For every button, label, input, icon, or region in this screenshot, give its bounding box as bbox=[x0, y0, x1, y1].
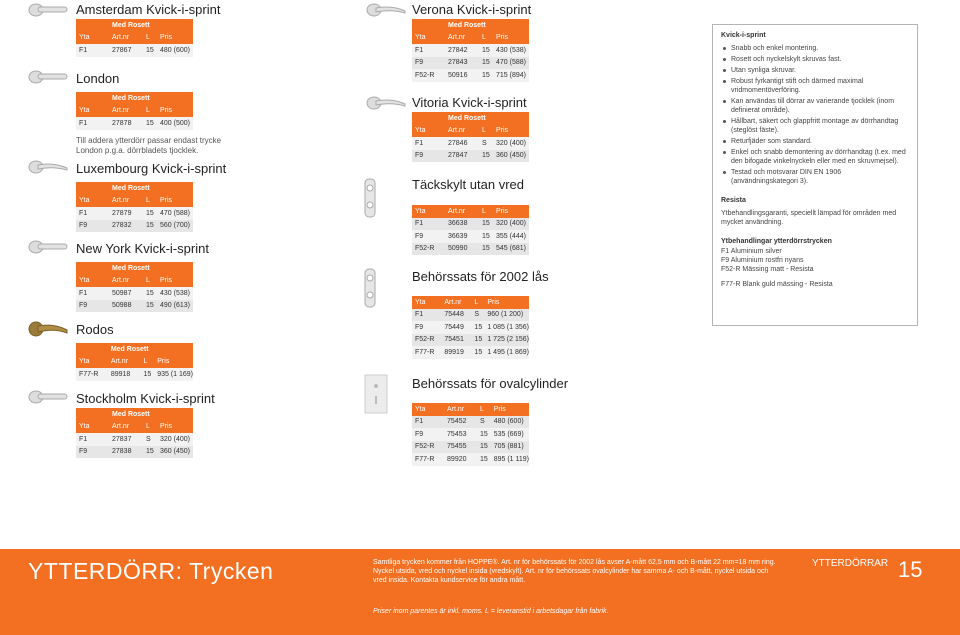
table-row bbox=[412, 150, 529, 163]
cell-l: 15 bbox=[479, 230, 493, 243]
ytbehandling-line: F9 Aluminium rostfri nyans bbox=[721, 257, 804, 264]
cell-yta: F1 bbox=[76, 44, 109, 57]
col-pris: Pris bbox=[493, 125, 529, 138]
footer-band bbox=[0, 549, 960, 635]
price-table bbox=[76, 182, 193, 232]
cell-pris: 480 (600) bbox=[157, 44, 193, 57]
table-row bbox=[76, 287, 193, 300]
cell-pris: 535 (669) bbox=[491, 428, 529, 441]
cell-yta: F77-R bbox=[412, 453, 444, 466]
table-row bbox=[76, 300, 193, 313]
table-row bbox=[412, 137, 529, 150]
col-l: L bbox=[479, 125, 493, 138]
cell-yta: F1 bbox=[412, 416, 444, 429]
section-title: Rodos bbox=[76, 322, 114, 337]
info-bullet: Enkel och snabb demontering av dörrhandtag (t.ex. med den bifogade vinkelnyckeln eller med en skruvmejsel). bbox=[721, 148, 909, 166]
cell-l: 15 bbox=[143, 287, 157, 300]
price-table bbox=[412, 19, 529, 82]
section-title: Stockholm Kvick-i-sprint bbox=[76, 391, 215, 406]
col-artnr: Art.nr bbox=[445, 32, 479, 45]
cell-artnr: 36638 bbox=[445, 218, 479, 231]
tackskylt-section bbox=[412, 177, 529, 255]
table-row bbox=[76, 117, 193, 130]
table-header-top bbox=[412, 19, 529, 32]
section-note: Till addera ytterdörr passar endast trycke London p.g.a. dörrbladets tjocklek. bbox=[76, 135, 222, 155]
cell-pris: 320 (400) bbox=[493, 137, 529, 150]
col-pris: Pris bbox=[157, 195, 193, 208]
table-row bbox=[412, 57, 529, 70]
cell-pris: 1 085 (1 356) bbox=[484, 321, 529, 334]
table-header-top bbox=[76, 92, 193, 105]
cell-yta: F1 bbox=[76, 207, 109, 220]
behorssats-oval-section bbox=[412, 376, 568, 466]
info-box bbox=[712, 24, 918, 326]
col-artnr: Art.nr bbox=[445, 205, 479, 218]
cell-pris: 470 (588) bbox=[157, 207, 193, 220]
cell-l: 15 bbox=[479, 150, 493, 163]
cell-yta: F52-R bbox=[412, 243, 445, 256]
col-l: L bbox=[143, 105, 157, 118]
cell-artnr: 75453 bbox=[444, 428, 477, 441]
cell-yta: F1 bbox=[76, 287, 109, 300]
col-artnr: Art.nr bbox=[109, 195, 143, 208]
cell-artnr: 27838 bbox=[109, 446, 143, 459]
table-row bbox=[412, 334, 529, 347]
table-header-top bbox=[76, 19, 193, 32]
header-rosett: Med Rosett bbox=[109, 262, 193, 275]
info-bullet: Returfjäder som standard. bbox=[721, 137, 909, 146]
col-pris: Pris bbox=[154, 356, 193, 369]
table-header bbox=[412, 125, 529, 138]
resista-text: Ytbehandlingsgaranti, speciellt lämpad för områden med mycket användning. bbox=[721, 210, 897, 226]
ytbehandling-title: Ytbehandlingar ytterdörrstrycken bbox=[721, 238, 832, 245]
cell-l: 15 bbox=[479, 44, 493, 57]
behorssats-2002-section bbox=[412, 269, 549, 359]
cell-yta: F9 bbox=[412, 321, 441, 334]
header-rosett: Med Rosett bbox=[445, 19, 529, 32]
col-l: L bbox=[479, 32, 493, 45]
col-l: L bbox=[143, 275, 157, 288]
table-row bbox=[76, 207, 193, 220]
newyork-handle-image bbox=[28, 240, 68, 254]
cell-pris: 355 (444) bbox=[493, 230, 529, 243]
col-yta: Yta bbox=[76, 421, 109, 434]
verona-handle-image bbox=[366, 3, 406, 17]
amsterdam-handle-image bbox=[28, 3, 68, 17]
cell-artnr: 27879 bbox=[109, 207, 143, 220]
table-row bbox=[412, 453, 529, 466]
section-title: Behörssats för ovalcylinder bbox=[412, 376, 569, 391]
cell-l: 15 bbox=[479, 218, 493, 231]
col-artnr: Art.nr bbox=[445, 125, 479, 138]
cell-yta: F52-R bbox=[412, 69, 445, 82]
section-title: Luxembourg Kvick-i-sprint bbox=[76, 161, 227, 176]
col-artnr: Art.nr bbox=[441, 296, 471, 309]
table-header-top bbox=[76, 408, 193, 421]
cell-yta: F9 bbox=[412, 150, 445, 163]
cell-pris: 320 (400) bbox=[493, 218, 529, 231]
cell-l: 15 bbox=[471, 346, 484, 359]
cell-pris: 430 (538) bbox=[493, 44, 529, 57]
header-rosett: Med Rosett bbox=[109, 19, 193, 32]
cell-artnr: 50987 bbox=[109, 287, 143, 300]
london-handle-image bbox=[28, 70, 68, 84]
cell-yta: F1 bbox=[412, 218, 445, 231]
col-yta: Yta bbox=[76, 32, 109, 45]
cell-pris: 715 (894) bbox=[493, 69, 529, 82]
col-l: L bbox=[477, 403, 491, 416]
cell-yta: F77-R bbox=[412, 346, 441, 359]
cell-artnr: 50916 bbox=[445, 69, 479, 82]
col-pris: Pris bbox=[157, 32, 193, 45]
cell-l: 15 bbox=[471, 334, 484, 347]
cell-l: 15 bbox=[143, 446, 157, 459]
col-pris: Pris bbox=[157, 105, 193, 118]
amsterdam-section bbox=[76, 2, 220, 57]
info-bullet: Kan användas till dörrar av varierande tjocklek (inom definierat område). bbox=[721, 97, 909, 115]
rodos-handle-image bbox=[28, 321, 68, 337]
section-title: Amsterdam Kvick-i-sprint bbox=[76, 2, 221, 17]
cell-yta: F9 bbox=[76, 220, 109, 233]
header-rosett: Med Rosett bbox=[109, 182, 193, 195]
cell-pris: 1 725 (2 156) bbox=[484, 334, 529, 347]
info-bullet: Robust fyrkantigt stift och därmed maximal vridmomentöverföring. bbox=[721, 77, 909, 95]
category-label: YTTERDÖRRAR bbox=[812, 558, 889, 569]
table-row bbox=[412, 428, 529, 441]
col-l: L bbox=[143, 421, 157, 434]
col-yta: Yta bbox=[412, 296, 441, 309]
cell-pris: 490 (613) bbox=[157, 300, 193, 313]
table-row bbox=[412, 218, 529, 231]
cell-pris: 320 (400) bbox=[157, 433, 193, 446]
cell-l: 15 bbox=[143, 207, 157, 220]
table-row bbox=[76, 446, 193, 459]
cell-l: 15 bbox=[143, 300, 157, 313]
table-row bbox=[412, 346, 529, 359]
col-l: L bbox=[471, 296, 484, 309]
cell-l: 15 bbox=[477, 428, 491, 441]
table-row bbox=[76, 368, 193, 381]
cell-artnr: 75455 bbox=[444, 441, 477, 454]
cell-l: S bbox=[477, 416, 491, 429]
info-bullet: Snabb och enkel montering. bbox=[721, 44, 909, 53]
cell-pris: 480 (600) bbox=[491, 416, 529, 429]
col-artnr: Art.nr bbox=[444, 403, 477, 416]
cell-l: 15 bbox=[471, 321, 484, 334]
table-row bbox=[412, 441, 529, 454]
table-header-top bbox=[76, 343, 193, 356]
cell-artnr: 75452 bbox=[444, 416, 477, 429]
london-section bbox=[76, 71, 246, 156]
col-l: L bbox=[143, 32, 157, 45]
col-artnr: Art.nr bbox=[109, 421, 143, 434]
table-header bbox=[76, 421, 193, 434]
cell-l: 15 bbox=[143, 220, 157, 233]
vitoria-section bbox=[412, 95, 529, 162]
cell-pris: 705 (881) bbox=[491, 441, 529, 454]
price-table bbox=[412, 296, 529, 359]
cell-artnr: 27846 bbox=[445, 137, 479, 150]
table-row bbox=[76, 220, 193, 233]
cell-yta: F9 bbox=[412, 428, 444, 441]
luxembourg-handle-image bbox=[28, 160, 68, 174]
cell-artnr: 75449 bbox=[441, 321, 471, 334]
col-artnr: Art.nr bbox=[109, 275, 143, 288]
info-bullet: Utan synliga skruvar. bbox=[721, 66, 909, 75]
rodos-section bbox=[76, 322, 193, 381]
cell-yta: F1 bbox=[412, 137, 445, 150]
table-row bbox=[412, 321, 529, 334]
table-row bbox=[412, 44, 529, 57]
cell-artnr: 27837 bbox=[109, 433, 143, 446]
col-yta: Yta bbox=[412, 125, 445, 138]
ytbehandling-line: F77-R Blank guld mässing - Resista bbox=[721, 281, 833, 288]
cell-artnr: 27842 bbox=[445, 44, 479, 57]
table-header-top bbox=[76, 182, 193, 195]
col-yta: Yta bbox=[76, 195, 109, 208]
col-yta: Yta bbox=[412, 32, 445, 45]
ytbehandling-line: F1 Aluminium silver bbox=[721, 248, 782, 255]
col-yta: Yta bbox=[76, 105, 109, 118]
price-table bbox=[412, 112, 529, 162]
cell-l: S bbox=[479, 137, 493, 150]
cell-artnr: 75448 bbox=[441, 309, 471, 322]
table-header-top bbox=[76, 262, 193, 275]
col-pris: Pris bbox=[493, 205, 529, 218]
section-title: Täckskylt utan vred bbox=[412, 177, 524, 192]
table-header bbox=[76, 32, 193, 45]
cell-artnr: 50988 bbox=[109, 300, 143, 313]
header-rosett: Med Rosett bbox=[109, 408, 193, 421]
cell-l: S bbox=[143, 433, 157, 446]
table-row bbox=[412, 69, 529, 82]
cell-l: 15 bbox=[477, 453, 491, 466]
cell-yta: F9 bbox=[412, 230, 445, 243]
header-rosett: Med Rosett bbox=[109, 92, 193, 105]
section-title: Behörssats för 2002 lås bbox=[412, 269, 549, 284]
ytbehandling-line: F52-R Mässing matt - Resista bbox=[721, 266, 814, 273]
verona-section bbox=[412, 2, 531, 82]
price-table bbox=[76, 408, 193, 458]
cell-artnr: 27878 bbox=[109, 117, 143, 130]
cell-pris: 545 (681) bbox=[493, 243, 529, 256]
cell-pris: 360 (450) bbox=[157, 446, 193, 459]
header-rosett: Med Rosett bbox=[445, 112, 529, 125]
table-header bbox=[412, 205, 529, 218]
page-title: YTTERDÖRR: Trycken bbox=[28, 558, 274, 584]
cell-pris: 895 (1 119) bbox=[491, 453, 529, 466]
price-table bbox=[76, 343, 193, 381]
table-header bbox=[76, 105, 193, 118]
cell-l: S bbox=[471, 309, 484, 322]
oval-cylinder-plate-image bbox=[364, 374, 388, 414]
info-bullet: Hållbart, säkert och glappfritt montage av dörrhandtag (steglöst fäste). bbox=[721, 117, 909, 135]
footer-notes: Samtliga trycken kommer från HOPPE®. Art. nr för behörssats för 2002 lås avser A-mått 62,5 mm och B-mått 22 mm=18 mm ring. Nyckel utsida, vred och nyckel insida (vredskylt). Art. nr för behörssats ovalcylinder har samma A- och B-mått, nyckel utsida och vred insida. Kontakta kundservice för andra mått. bbox=[373, 559, 776, 584]
cell-yta: F77-R bbox=[76, 368, 108, 381]
page-number: 15 bbox=[898, 557, 923, 582]
table-header bbox=[76, 195, 193, 208]
resista-title: Resista bbox=[721, 197, 746, 204]
col-yta: Yta bbox=[412, 403, 444, 416]
cell-yta: F1 bbox=[76, 117, 109, 130]
price-table bbox=[412, 403, 529, 466]
info-bullet: Testad och motsvarar DIN EN 1906 (användningskategori 3). bbox=[721, 168, 909, 186]
price-table bbox=[76, 92, 193, 130]
table-header bbox=[412, 403, 529, 416]
cell-artnr: 89920 bbox=[444, 453, 477, 466]
table-row bbox=[76, 44, 193, 57]
section-title: Verona Kvick-i-sprint bbox=[412, 2, 532, 17]
cell-l: 15 bbox=[143, 117, 157, 130]
info-title: Kvick-i-sprint bbox=[721, 32, 766, 39]
cell-pris: 470 (588) bbox=[493, 57, 529, 70]
cell-l: 15 bbox=[477, 441, 491, 454]
col-yta: Yta bbox=[412, 205, 445, 218]
table-header bbox=[76, 275, 193, 288]
cell-yta: F9 bbox=[76, 446, 109, 459]
cell-l: 15 bbox=[141, 368, 155, 381]
cell-pris: 560 (700) bbox=[157, 220, 193, 233]
vitoria-handle-image bbox=[366, 96, 406, 110]
cell-yta: F52-R bbox=[412, 441, 444, 454]
info-bullets bbox=[721, 44, 909, 186]
stockholm-section bbox=[76, 391, 215, 458]
col-pris: Pris bbox=[157, 421, 193, 434]
cell-pris: 935 (1 169) bbox=[154, 368, 193, 381]
header-rosett: Med Rosett bbox=[108, 343, 193, 356]
cell-yta: F9 bbox=[76, 300, 109, 313]
col-yta: Yta bbox=[76, 275, 109, 288]
cell-l: 15 bbox=[479, 69, 493, 82]
cell-l: 15 bbox=[479, 57, 493, 70]
table-row bbox=[76, 433, 193, 446]
cell-pris: 360 (450) bbox=[493, 150, 529, 163]
tackskylt-plate-image bbox=[364, 178, 376, 218]
col-l: L bbox=[141, 356, 155, 369]
cell-l: 15 bbox=[479, 243, 493, 256]
cell-artnr: 36639 bbox=[445, 230, 479, 243]
table-row bbox=[412, 416, 529, 429]
table-header bbox=[412, 32, 529, 45]
cell-artnr: 89919 bbox=[441, 346, 471, 359]
cell-yta: F52-R bbox=[412, 334, 441, 347]
cell-yta: F1 bbox=[76, 433, 109, 446]
col-l: L bbox=[479, 205, 493, 218]
cell-yta: F9 bbox=[412, 57, 445, 70]
table-row bbox=[412, 243, 529, 256]
cell-artnr: 75451 bbox=[441, 334, 471, 347]
col-yta: Yta bbox=[76, 356, 108, 369]
footer-price-note: Priser inom parentes är inkl. moms. L = leveranstid i arbetsdagar från fabrik. bbox=[373, 608, 609, 615]
cell-pris: 1 495 (1 869) bbox=[484, 346, 529, 359]
info-bullet: Rosett och nyckelskylt skruvas fast. bbox=[721, 55, 909, 64]
table-row bbox=[412, 309, 529, 322]
cell-artnr: 89918 bbox=[108, 368, 141, 381]
stockholm-handle-image bbox=[28, 390, 68, 404]
col-l: L bbox=[143, 195, 157, 208]
col-pris: Pris bbox=[491, 403, 529, 416]
cell-yta: F1 bbox=[412, 44, 445, 57]
col-artnr: Art.nr bbox=[109, 105, 143, 118]
cell-artnr: 27843 bbox=[445, 57, 479, 70]
price-table bbox=[76, 19, 193, 57]
col-artnr: Art.nr bbox=[109, 32, 143, 45]
col-pris: Pris bbox=[493, 32, 529, 45]
behorssats-plate-image bbox=[364, 268, 376, 308]
luxembourg-section bbox=[76, 161, 226, 232]
cell-l: 15 bbox=[143, 44, 157, 57]
col-pris: Pris bbox=[157, 275, 193, 288]
price-table bbox=[412, 205, 529, 255]
cell-pris: 400 (500) bbox=[157, 117, 193, 130]
table-header bbox=[412, 296, 529, 309]
cell-artnr: 50990 bbox=[445, 243, 479, 256]
col-pris: Pris bbox=[484, 296, 529, 309]
table-header bbox=[76, 356, 193, 369]
cell-artnr: 27867 bbox=[109, 44, 143, 57]
cell-pris: 430 (538) bbox=[157, 287, 193, 300]
section-title: New York Kvick-i-sprint bbox=[76, 241, 209, 256]
cell-yta: F1 bbox=[412, 309, 441, 322]
table-header-top bbox=[412, 112, 529, 125]
section-title: Vitoria Kvick-i-sprint bbox=[412, 95, 527, 110]
col-artnr: Art.nr bbox=[108, 356, 141, 369]
cell-pris: 960 (1 200) bbox=[484, 309, 529, 322]
section-title: London bbox=[76, 71, 120, 86]
cell-artnr: 27832 bbox=[109, 220, 143, 233]
cell-artnr: 27847 bbox=[445, 150, 479, 163]
newyork-section bbox=[76, 241, 209, 312]
price-table bbox=[76, 262, 193, 312]
table-row bbox=[412, 230, 529, 243]
